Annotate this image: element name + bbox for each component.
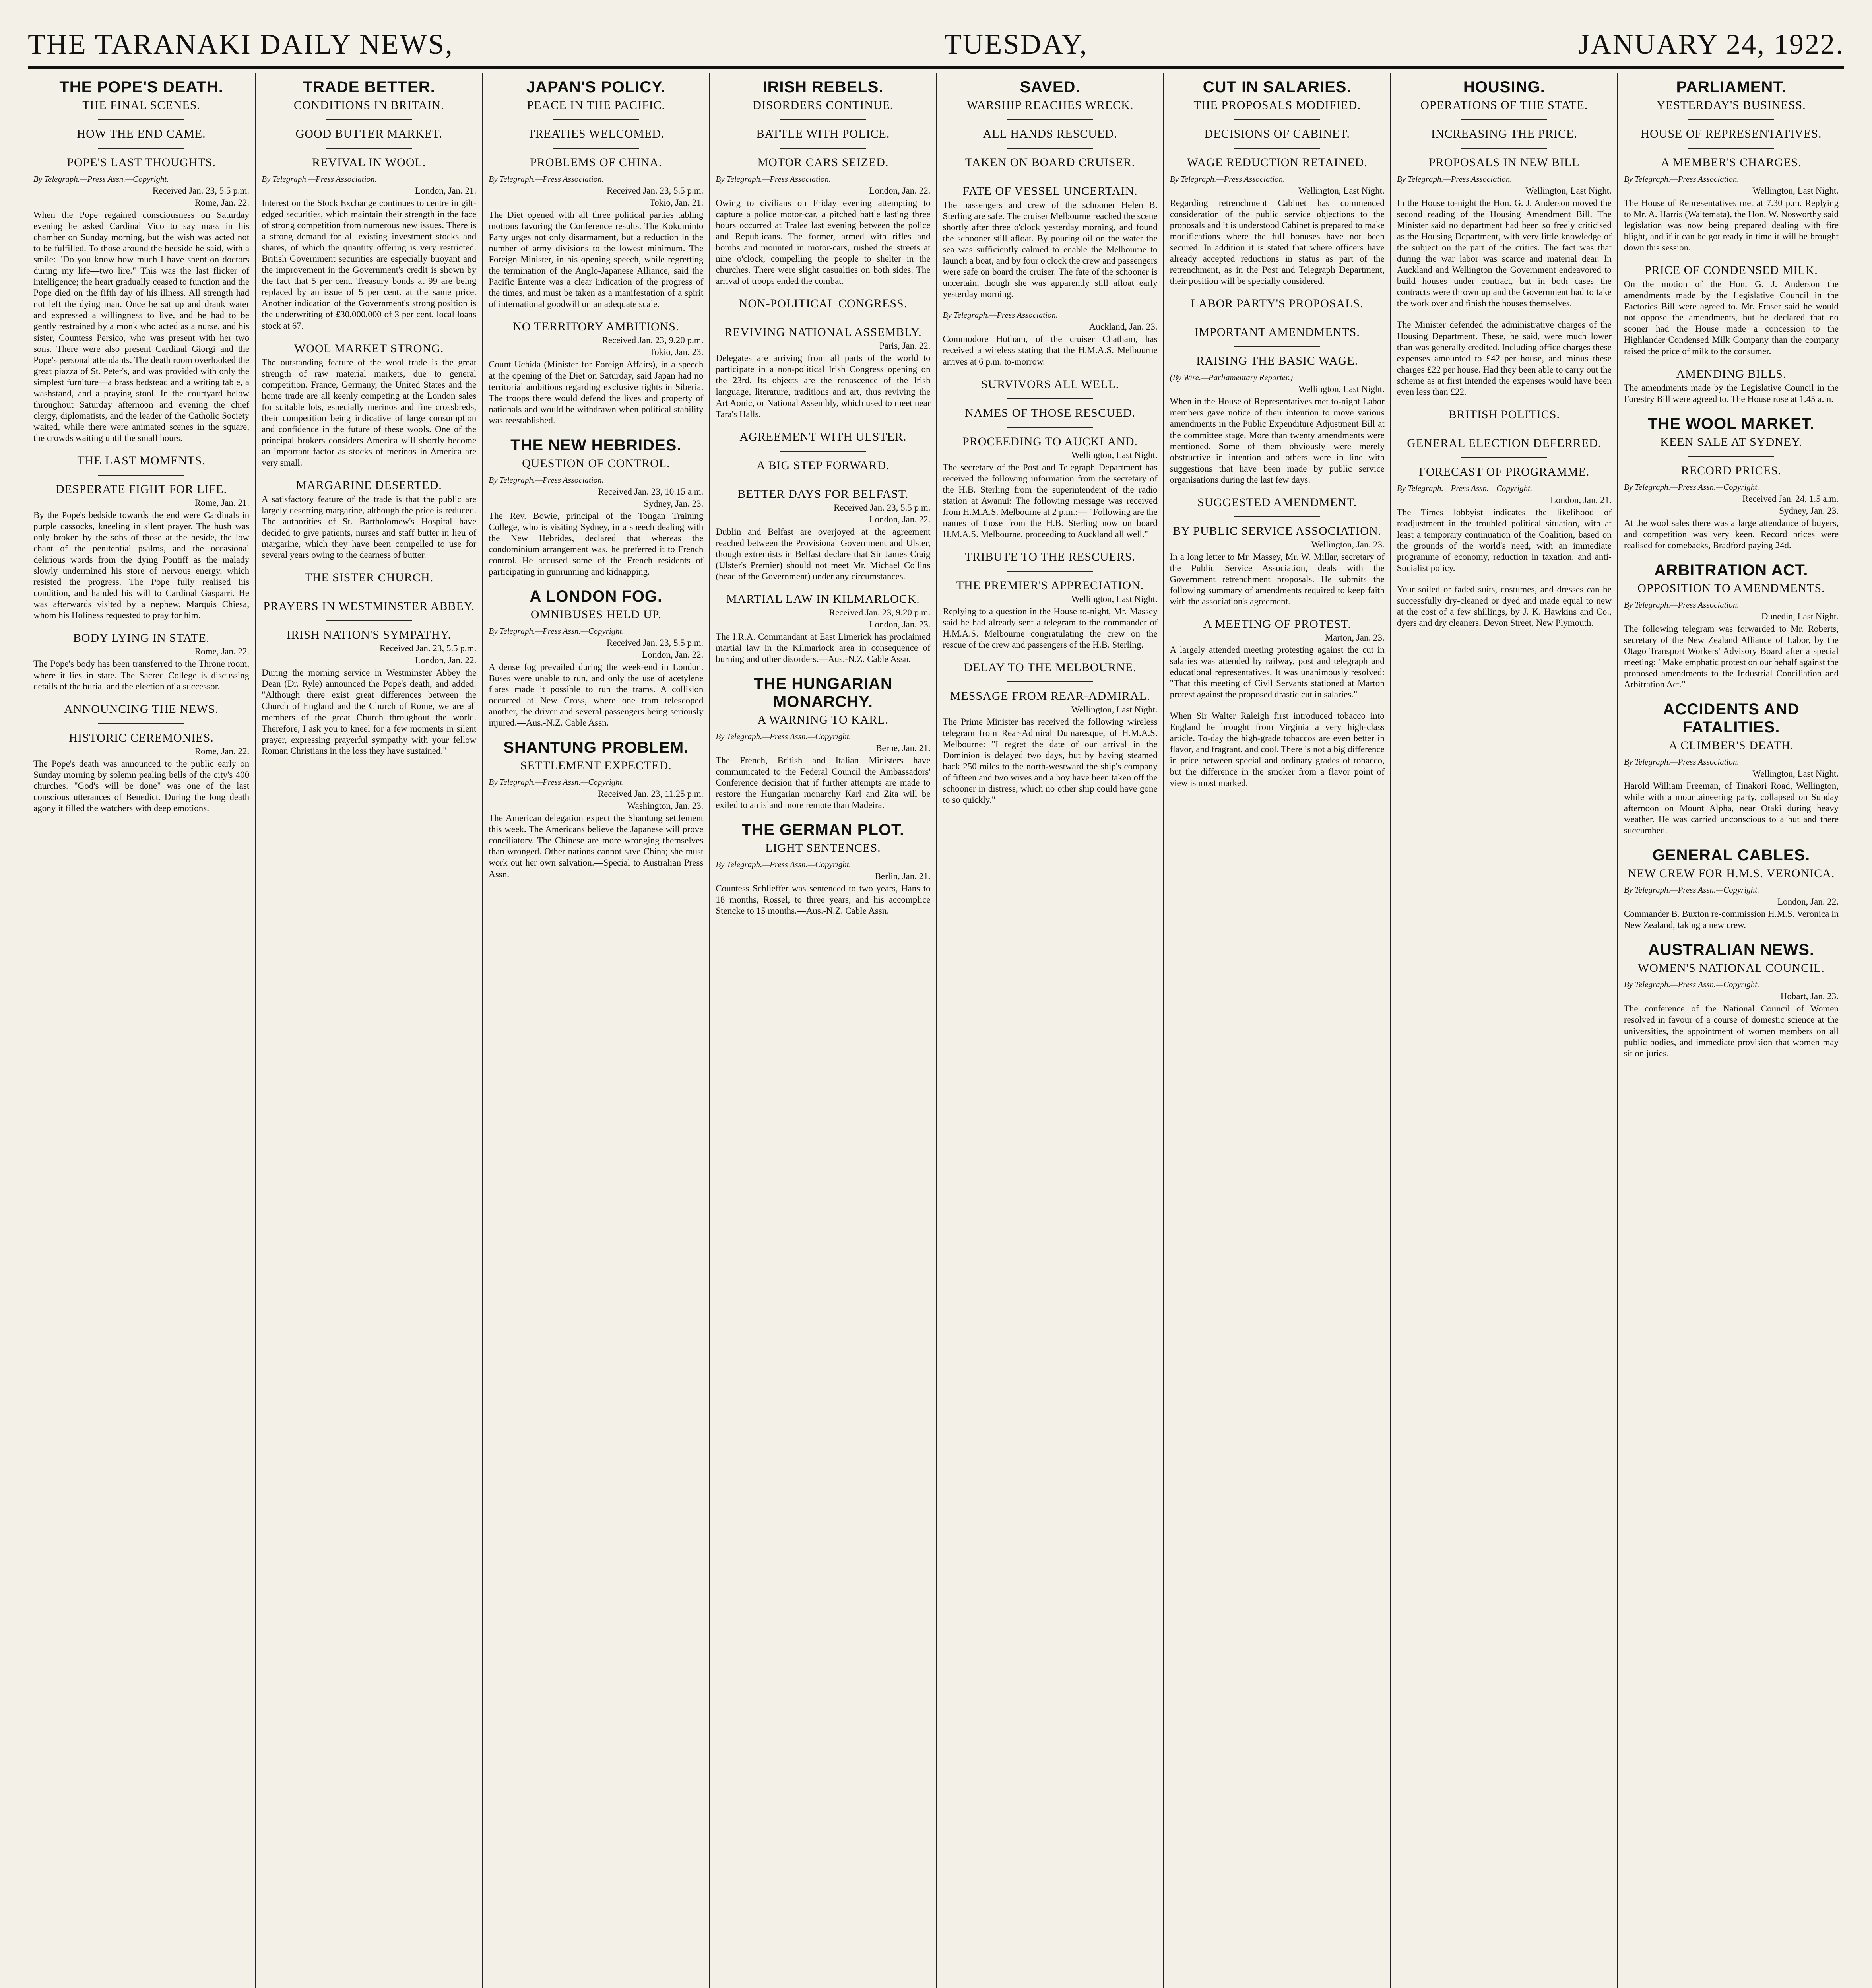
dateline: Wellington, Last Night. — [1071, 450, 1158, 460]
dateline: London, Jan. 22. — [1777, 897, 1839, 907]
article — [1624, 78, 1839, 253]
article-body: When the Pope regained consciousness on Saturday evening he asked Cardinal Vico to say mass in his chamber on Sunday morning, but the wish was acted not to be fulfilled. To those around the bedside he said, with a smile: "Do you know how much I have spent on doctors during my life—two lire." This was the last flicker of intelligence; the heart gradually ceased to function and the Pope died on the fifth day of his illness. All strength had not left the dying man. Once he sat up and drank water and expressed a willingness to live, and he had to be gently restrained by a monk who acted as a nurse, and his sister, Countess Persico, who was present with her two sons. There were also present Cardinal Giorgi and the Pope's personal attendants. The death room overlooked the great piazza of St. Peter's, and was provided with only the simplest furniture—a brass bedstead and a writing table, a washstand, and a praying stool. In the courtyard below throughout Saturday afternoon and evening the chief clergy, diplomatists, and the leader of the Catholic Society waited, while there were animated scenes in the square, the crowds waiting until the small hours. — [33, 210, 252, 443]
article-subheading: ANNOUNCING THE NEWS. — [64, 702, 219, 716]
article-headline: SHANTUNG PROBLEM. — [503, 739, 689, 757]
article — [1170, 78, 1385, 287]
dateline: Wellington, Jan. 23. — [1311, 539, 1385, 549]
article-headline: CUT IN SALARIES. — [1203, 78, 1352, 96]
article-subheading: HOW THE END CAME. — [77, 127, 206, 140]
article-subheading: NAMES OF THOSE RESCUED. — [964, 406, 1136, 419]
wire-credit: By Telegraph.—Press Assn.—Copyright. — [1624, 980, 1759, 990]
article-subheading: REVIVAL IN WOOL. — [312, 156, 426, 169]
divider-rule — [98, 119, 184, 120]
divider-rule — [98, 475, 184, 476]
article-body: Replying to a question in the House to-night, Mr. Massey said he had already sent a telegram to the commander of H.M.A.S. Melbourne congratulating the crew on the rescue of the crew and passengers of the H.B. Sterling. — [943, 606, 1160, 650]
dateline: Washington, Jan. 23. — [627, 801, 704, 811]
article — [1624, 701, 1839, 836]
article — [1170, 496, 1385, 607]
article — [489, 320, 706, 426]
article — [33, 631, 252, 692]
article-headline: A LONDON FOG. — [530, 587, 663, 605]
article — [33, 454, 252, 621]
dateline: Sydney, Jan. 23. — [1779, 505, 1839, 516]
divider-rule — [1007, 681, 1093, 682]
dateline: London, Jan. 22. — [869, 514, 931, 524]
divider-rule — [1007, 148, 1093, 149]
wire-credit: By Telegraph.—Press Association. — [1624, 174, 1739, 184]
article-subheading: THE PROPOSALS MODIFIED. — [1193, 99, 1361, 112]
column-5 — [936, 73, 1163, 1988]
article-subheading: BATTLE WITH POLICE. — [756, 127, 890, 140]
article-body: The following telegram was forwarded to Mr. Roberts, secretary of the New Zealand Alliance of Labor, by the Otago Transport Workers' Advisory Board after a special meeting: "Make emphatic protest on our behalf against the proposed amendments to the Industrial Conciliation and Arbitration Act." — [1624, 623, 1841, 690]
received-line: Received Jan. 23, 5.5 p.m. — [152, 186, 250, 196]
article-body: Regarding retrenchment Cabinet has commenced consideration of the public service objections to the proposals and it is understood Cabinet is prepared to make modifications where the full bonuses have not been secured. In addition it is stated that where officers have already accepted reductions in status as part of the retrenchment, as in the Post and Telegraph Department, their position will be specially considered. — [1170, 198, 1387, 286]
wire-credit: By Telegraph.—Press Association. — [716, 174, 831, 184]
article-body: The Times lobbyist indicates the likelihood of readjustment in the troubled political situation, with at least a temporary continuation of the Coalition, based on the grounds of the world's need, with an immediate programme of economy, reduction in taxation, and anti-Socialist policy. — [1397, 507, 1614, 573]
article-body: When in the House of Representatives met to-night Labor members gave notice of their intention to move various amendments in the Public Expenditure Adjustment Bill at the committee stage. More than twenty amendments were mentioned. Some of them obviously were merely obstructive in intention and others were in line with suggestions that have been made by public service organisations during the last few days. — [1170, 396, 1387, 485]
article-subheading: RECORD PRICES. — [1681, 464, 1782, 477]
article-subheading: SURVIVORS ALL WELL. — [981, 377, 1119, 391]
article — [943, 550, 1158, 650]
column-3 — [482, 73, 709, 1988]
wire-credit: By Telegraph.—Press Association. — [943, 310, 1058, 320]
article-body: Delegates are arriving from all parts of the world to participate in a non-political Irish Congress opening on the 23rd. Its objects are the renascence of the Irish language, literature, traditions and art, thus reviving the Art Aonic, or National Assembly, which used to meet near Tara's Halls. — [716, 353, 933, 419]
article-headline: ACCIDENTS AND FATALITIES. — [1663, 701, 1800, 736]
received-line: Received Jan. 23, 9.20 p.m. — [829, 607, 931, 617]
divider-rule — [98, 148, 184, 149]
article-body: The passengers and crew of the schooner Helen B. Sterling are safe. The cruiser Melbourne reached the scene shortly after three o'clock yesterday morning, and found the schooner still afloat. By pouring oil on the water the sea was sufficiently calmed to enable the Melbourne to launch a boat, and by four o'clock the crew and passengers were safe on board the cruiser. The fate of the schooner is uncertain, though she was apparently still afloat early yesterday morning. — [943, 200, 1160, 299]
article-subheading: HISTORIC CEREMONIES. — [69, 731, 214, 744]
article — [1170, 617, 1385, 700]
dateline: Wellington, Last Night. — [1298, 186, 1385, 196]
article-subheading: MARGARINE DESERTED. — [296, 479, 442, 492]
wire-credit: By Telegraph.—Press Assn.—Copyright. — [1624, 482, 1759, 492]
article-body: Your soiled or faded suits, costumes, and dresses can be successfully dry-cleaned or dyed and made equal to new at the cost of a few shillings, by J. K. Hawkins and Co., dyers and dry cleaners, Devon Street, New Plymouth. — [1397, 584, 1614, 628]
article-headline: THE GERMAN PLOT. — [741, 821, 905, 839]
column-4 — [709, 73, 936, 1988]
article-subheading: LABOR PARTY'S PROPOSALS. — [1191, 297, 1364, 311]
article-subheading: PRICE OF CONDENSED MILK. — [1645, 264, 1818, 277]
article-subheading: DECISIONS OF CABINET. — [1204, 127, 1350, 140]
article — [1397, 408, 1612, 574]
article-body: The Minister defended the administrative charges of the Housing Department. These, he said, were much lower than was generally credited. Including office charges these expenses amounted to £42 per house, and minus these charges £22 per house. Had they been able to carry out the scheme as at first intended the expenses would have been even less than £22. — [1397, 320, 1614, 397]
article — [943, 310, 1158, 367]
article-body: The secretary of the Post and Telegraph Department has received the following information from the secretary of the H.B. Sterling from the superintendent of the radio station at Awanui: The following message was received from H.M.A.S. Melbourne at 2 p.m.:— "Following are the names of those from the H.B. Sterling now on board H.M.A.S. Melbourne, proceeding to Auckland all well." — [943, 462, 1160, 539]
dateline: London, Jan. 22. — [415, 655, 477, 666]
article-body: The I.R.A. Commandant at East Limerick has proclaimed martial law in the Kilmarlock area in consequence of burning and other disorders.—Aus.-N.Z. Cable Assn. — [716, 631, 933, 664]
wire-credit: By Telegraph.—Press Association. — [489, 174, 604, 184]
article-subheading: IMPORTANT AMENDMENTS. — [1194, 326, 1360, 339]
article-subheading: PROCEEDING TO AUCKLAND. — [962, 435, 1138, 448]
article-subheading: FATE OF VESSEL UNCERTAIN. — [962, 184, 1138, 198]
dateline: Berne, Jan. 21. — [876, 743, 931, 753]
article — [1624, 264, 1839, 357]
article-subheading: AGREEMENT WITH ULSTER. — [739, 430, 907, 443]
article-body: By the Pope's bedside towards the end were Cardinals in purple cassocks, kneeling in silent prayer. The hush was only broken by the sobs of those at the beside, the low chant of the penitential psalms, and the occasional delirious words from the dying Pontiff as the malady slowly undermined his store of nervous energy, which resisted the progress. The Pope fully realised his condition, and handed his will to Cardinal Gasparri. He was afterwards visited by a nephew, Marquis Chiesa, whom his Holiness requested to pray for him. — [33, 510, 252, 621]
dateline: Wellington, Last Night. — [1752, 769, 1839, 779]
wire-credit: By Telegraph.—Press Assn.—Copyright. — [489, 777, 624, 787]
masthead-date: JANUARY 24, 1922. — [1578, 28, 1844, 60]
divider-rule — [1234, 346, 1320, 347]
article-body: During the morning service in Westminster Abbey the Dean (Dr. Ryle) announced the Pope's death, and added: "Although there exist great differences between the Church of England and the Church of Rome, we are all members of the great Church throughout the world. Therefore, I ask you to kneel for a few moments in silent prayer, expressing prayerful sympathy with your fellow Roman Christians in the loss they have sustained." — [262, 668, 479, 756]
article-body: The Diet opened with all three political parties tabling motions favoring the Conference results. The Kokuminto Party urges not only disarmament, but a reduction in the number of army divisions to the lowest minimum. The Foreign Minister, in his opening speech, while regretting the termination of the Anglo-Japanese Alliance, said the Pacific Entente was a clear indication of the progress of the times, and must be taken as a manifestation of a spirit of international goodwill on an adequate scale. — [489, 210, 706, 309]
wire-credit: By Telegraph.—Press Assn.—Copyright. — [716, 860, 851, 870]
article-subheading: A BIG STEP FORWARD. — [757, 458, 890, 472]
article-subheading: WOMEN'S NATIONAL COUNCIL. — [1637, 961, 1825, 975]
article-subheading: A MEMBER'S CHARGES. — [1661, 156, 1802, 169]
divider-rule — [780, 119, 866, 120]
received-line: Received Jan. 23, 9.20 p.m. — [602, 335, 704, 346]
article-headline: THE WOOL MARKET. — [1648, 415, 1815, 433]
article — [716, 821, 933, 916]
divider-rule — [1234, 148, 1320, 149]
article-headline: THE NEW HEBRIDES. — [510, 436, 682, 454]
article-subheading: PROBLEMS OF CHINA. — [530, 156, 662, 169]
article-subheading: A WARNING TO KARL. — [757, 713, 889, 727]
article-body: In the House to-night the Hon. G. J. Anderson moved the second reading of the Housing Amendment Bill. The Minister said no department had been so freely criticised as the Housing Department, with very little knowledge of the subject on the part of the critics. The fact was that during the war labor was scarce and material dear. In Auckland and Wellington the Government endeavored to build houses under contract, but in both cases the contracts were thrown up and the Government had to take the work over and finish the houses themselves. — [1397, 198, 1614, 309]
dateline: London, Jan. 23. — [869, 619, 931, 629]
article-subheading: TRIBUTE TO THE RESCUERS. — [965, 550, 1136, 563]
article — [1170, 297, 1385, 485]
article-subheading: CONDITIONS IN BRITAIN. — [293, 99, 444, 112]
article-subheading: INCREASING THE PRICE. — [1431, 127, 1577, 140]
article-subheading: BODY LYING IN STATE. — [73, 631, 210, 645]
article-headline: IRISH REBELS. — [762, 78, 884, 96]
article-body: On the motion of the Hon. G. J. Anderson the amendments made by the Legislative Council in the Factories Bill were agreed to. Mr. Fraser said he would not oppose the amendments, but he declared that no sooner had the House made a concession to the Highlander Condensed Milk Company than the company raised the price of milk to the consumer. — [1624, 279, 1841, 356]
article — [33, 702, 252, 814]
received-line: Received Jan. 23, 5.5 p.m. — [607, 637, 704, 648]
article-subheading: THE LAST MOMENTS. — [77, 454, 206, 467]
article-subheading: THE PREMIER'S APPRECIATION. — [956, 579, 1144, 592]
article-headline: JAPAN'S POLICY. — [526, 78, 666, 96]
article — [716, 592, 933, 665]
article — [489, 436, 706, 577]
article — [943, 378, 1158, 540]
article-subheading: MOTOR CARS SEIZED. — [757, 156, 889, 169]
dateline: Dunedin, Last Night. — [1761, 611, 1839, 621]
article — [1624, 941, 1839, 1059]
dateline: London, Jan. 21. — [415, 186, 477, 196]
article-subheading: MARTIAL LAW IN KILMARLOCK. — [726, 592, 920, 606]
article-headline: HOUSING. — [1463, 78, 1545, 96]
wire-credit: By Telegraph.—Press Association. — [1397, 174, 1512, 184]
dateline: London, Jan. 22. — [642, 649, 704, 660]
divider-rule — [780, 451, 866, 452]
article-body: The House of Representatives met at 7.30 p.m. Replying to Mr. A. Harris (Waitemata), the Hon. W. Nosworthy said legislation was now being prepared dealing with fire blight, and if it can be got ready in time it will be brought down this session. — [1624, 198, 1841, 253]
article-subheading: DELAY TO THE MELBOURNE. — [964, 661, 1137, 674]
article — [943, 78, 1158, 300]
article — [1624, 415, 1839, 551]
article-body: The Pope's body has been transferred to the Throne room, where it lies in state. The Sacred College is discussing details of the burial and the election of a successor. — [33, 659, 252, 691]
column-7 — [1390, 73, 1617, 1988]
article — [489, 739, 706, 879]
wire-credit: By Telegraph.—Press Association. — [1170, 174, 1285, 184]
article-subheading: OPERATIONS OF THE STATE. — [1420, 99, 1588, 112]
article-body: The American delegation expect the Shantung settlement this week. The Americans believe the Japanese will prove conciliatory. The Chinese are more wronging themselves than wronged. Other nations cannot save China; she must work out her own salvation.—Special to Australian Press Assn. — [489, 813, 706, 879]
wire-credit: By Telegraph.—Press Assn.—Copyright. — [1624, 885, 1759, 895]
article-subheading: POPE'S LAST THOUGHTS. — [67, 156, 216, 169]
received-line: Received Jan. 23, 11.25 p.m. — [597, 789, 704, 799]
article-subheading: SETTLEMENT EXPECTED. — [520, 759, 672, 773]
article-body: Commodore Hotham, of the cruiser Chatham, has received a wireless stating that the H.M.A.S. Melbourne arrives at 6 p.m. to-morrow. — [943, 334, 1160, 367]
article-body: The French, British and Italian Ministers have communicated to the Federal Council the Ambassadors' Conference decision that if further attempts are made to restore the Hungarian monarchy Karl and Zita will be exiled to an island more remote than Madeira. — [716, 755, 933, 810]
article-body: Owing to civilians on Friday evening attempting to capture a police motor-car, a pitched battle lasting three hours occurred at Tralee last evening between the police and Republicans. The former, armed with rifles and bombs and mounted in motor-cars, rushed the streets at nine o'clock, compelling the people to shelter in the churches. There were slight casualties on both sides. The arrival of troops ended the combat. — [716, 198, 933, 286]
article — [1397, 584, 1612, 629]
article-subheading: NON-POLITICAL CONGRESS. — [739, 297, 908, 311]
article-subheading: GOOD BUTTER MARKET. — [295, 127, 442, 140]
article-body: Commander B. Buxton re-commission H.M.S. Veronica in New Zealand, taking a new crew. — [1624, 909, 1841, 930]
article-body: The Prime Minister has received the following wireless telegram from Rear-Admiral Dumaresque, of H.M.A.S. Melbourne: "I regret the date of our arrival in the Dominion is delayed two days, but by having steamed back 250 miles to the north-westward the ship's company of fifteen and two wives and a boy have been taken off the schooner in distress, which no other ship could have gone to so quickly." — [943, 717, 1160, 805]
article-body: A largely attended meeting protesting against the cut in salaries was attended by railway, post and telegraph and educational representatives. It was unanimously resolved: "That this meeting of Civil Servants stationed at Marton protest against the proposed drastic cut in salaries." — [1170, 645, 1387, 700]
wire-credit: By Telegraph.—Press Assn.—Copyright. — [33, 174, 169, 184]
divider-rule — [1461, 119, 1547, 120]
divider-rule — [1461, 148, 1547, 149]
article-subheading: WARSHIP REACHES WRECK. — [966, 99, 1134, 112]
article-subheading: PEACE IN THE PACIFIC. — [527, 99, 665, 112]
article-subheading: TAKEN ON BOARD CRUISER. — [965, 156, 1135, 169]
masthead-day: TUESDAY, — [944, 28, 1088, 60]
article-subheading: A CLIMBER'S DEATH. — [1668, 739, 1794, 752]
article-subheading: PROPOSALS IN NEW BILL — [1428, 156, 1580, 169]
article-subheading: MESSAGE FROM REAR-ADMIRAL. — [950, 689, 1150, 703]
article-subheading: A MEETING OF PROTEST. — [1203, 617, 1351, 631]
article — [1170, 711, 1385, 788]
divider-rule — [1007, 398, 1093, 399]
article-subheading: WAGE REDUCTION RETAINED. — [1187, 156, 1368, 169]
masthead — [28, 28, 1844, 69]
article-subheading: QUESTION OF CONTROL. — [522, 456, 670, 470]
article — [943, 661, 1158, 806]
article-body: The conference of the National Council of Women resolved in favour of a course of domestic science at the universities, the appointment of women members on all public bodies, and immediate provision that women may sit on juries. — [1624, 1004, 1841, 1058]
dateline: Tokio, Jan. 23. — [649, 347, 704, 357]
received-line: Received Jan. 24, 1.5 a.m. — [1742, 493, 1839, 504]
divider-rule — [553, 119, 639, 120]
article-headline: TRADE BETTER. — [303, 78, 435, 96]
wire-credit: By Telegraph.—Press Assn.—Copyright. — [1397, 483, 1533, 493]
divider-rule — [780, 148, 866, 149]
article-body: A dense fog prevailed during the week-end in London. Buses were unable to run, and only the use of acetylene flares made it possible to run the trams. A collision occurred at New Cross, where one tram telescoped another, the driver and several passengers being seriously injured.—Aus.-N.Z. Cable Assn. — [489, 662, 706, 728]
article-subheading: BRITISH POLITICS. — [1448, 408, 1560, 421]
divider-rule — [1688, 148, 1774, 149]
article — [716, 297, 933, 419]
dateline: Wellington, Last Night. — [1071, 594, 1158, 604]
divider-rule — [1461, 457, 1547, 458]
dateline: Rome, Jan. 21. — [194, 497, 250, 508]
received-line: Received Jan. 23, 5.5 p.m. — [607, 186, 704, 196]
dateline: Tokio, Jan. 21. — [649, 198, 704, 208]
column-6 — [1163, 73, 1390, 1988]
divider-rule — [1688, 456, 1774, 457]
article-subheading: AMENDING BILLS. — [1676, 367, 1787, 381]
article — [262, 342, 479, 468]
dateline: Rome, Jan. 22. — [194, 746, 250, 756]
divider-rule — [326, 148, 412, 149]
dateline: Wellington, Last Night. — [1752, 186, 1839, 196]
dateline: Hobart, Jan. 23. — [1780, 991, 1839, 1002]
article-subheading: DESPERATE FIGHT FOR LIFE. — [55, 482, 227, 496]
article-subheading: HOUSE OF REPRESENTATIVES. — [1641, 127, 1822, 140]
article-subheading: IRISH NATION'S SYMPATHY. — [287, 628, 452, 642]
divider-rule — [1007, 119, 1093, 120]
article-subheading: BY PUBLIC SERVICE ASSOCIATION. — [1173, 524, 1382, 538]
divider-rule — [1688, 119, 1774, 120]
article — [489, 78, 706, 310]
article — [1624, 561, 1839, 690]
article-subheading: SUGGESTED AMENDMENT. — [1197, 495, 1357, 509]
wire-credit: By Telegraph.—Press Association. — [489, 475, 604, 485]
article — [1624, 846, 1839, 931]
column-8 — [1617, 73, 1844, 1988]
article-subheading: REVIVING NATIONAL ASSEMBLY. — [724, 326, 922, 339]
article-headline: AUSTRALIAN NEWS. — [1648, 941, 1815, 959]
article-body: The outstanding feature of the wool trade is the great strength of raw material markets, due to general competition. France, Germany, the United States and the home trade are all keenly competing at the London sales for suitable lots, especially merinos and fine crossbreds, their competition being indicative of large consumption and confidence in the future of these wools. One of the principal brokers considers America will shortly become an important factor as stocks of merinos in America are very small. — [262, 357, 479, 468]
article-subheading: FORECAST OF PROGRAMME. — [1419, 465, 1590, 478]
article-body: In a long letter to Mr. Massey, Mr. W. Millar, secretary of the Public Service Association, deals with the Government retrenchment proposals. He submits the following summary of amendments required to keep faith with the association's agreement. — [1170, 551, 1387, 606]
dateline: Auckland, Jan. 23. — [1089, 322, 1158, 332]
article-subheading: OMNIBUSES HELD UP. — [530, 608, 662, 621]
article-subheading: OPPOSITION TO AMENDMENTS. — [1637, 581, 1825, 595]
article-body: Interest on the Stock Exchange continues to centre in gilt-edged securities, which maintain their strength in the face of strong competition from numerous new issues. There is a strong demand for all existing investment stocks and shares, of which the quantity offering is very restricted. British Government securities are especially buoyant and the improvement in the Government's credit is shown by the fact that 5 per cent. Treasury bonds at 99 are being replaced by an issue of 5 per cent. at the same price. Another indication of the Government's strong position is the underwriting of £30,000,000 of 3 per cent. local loans stock at 67. — [262, 198, 479, 331]
article — [262, 78, 479, 332]
article-body: Countess Schlieffer was sentenced to two years, Hans to 18 months, Rossel, to three years, and his accomplice Stencke to 15 months.—Aus.-N.Z. Cable Assn. — [716, 883, 933, 916]
wire-credit: By Telegraph.—Press Association. — [1624, 600, 1739, 610]
divider-rule — [98, 723, 184, 724]
article-headline: PARLIAMENT. — [1676, 78, 1787, 96]
divider-rule — [326, 119, 412, 120]
article — [1624, 367, 1839, 405]
article — [1397, 319, 1612, 397]
article-headline: ARBITRATION ACT. — [1654, 561, 1808, 579]
divider-rule — [1234, 119, 1320, 120]
columns — [28, 73, 1844, 1988]
dateline: London, Jan. 21. — [1550, 495, 1612, 505]
dateline: Wellington, Last Night. — [1298, 384, 1385, 394]
wire-credit: By Telegraph.—Press Assn.—Copyright. — [716, 732, 851, 742]
article-body: The amendments made by the Legislative Council in the Forestry Bill were agreed to. The House rose at 1.45 a.m. — [1624, 382, 1841, 404]
received-line: Received Jan. 23, 10.15 a.m. — [598, 486, 704, 497]
article-subheading: LIGHT SENTENCES. — [765, 841, 881, 855]
article — [716, 675, 933, 811]
article — [1397, 78, 1612, 309]
article-subheading: RAISING THE BASIC WAGE. — [1196, 354, 1358, 368]
article — [262, 479, 479, 561]
article-subheading: PRAYERS IN WESTMINSTER ABBEY. — [263, 600, 475, 613]
article-headline: THE POPE'S DEATH. — [59, 78, 223, 96]
column-2 — [255, 73, 482, 1988]
received-line: Received Jan. 23, 5.5 p.m. — [379, 643, 477, 654]
article — [716, 430, 933, 582]
article — [716, 78, 933, 287]
wire-credit: (By Wire.—Parliamentary Reporter.) — [1170, 373, 1293, 382]
received-line: Received Jan. 23, 5.5 p.m. — [834, 502, 931, 513]
article-subheading: NO TERRITORY AMBITIONS. — [513, 320, 679, 334]
article-body: The Rev. Bowie, principal of the Tongan Training College, who is visiting Sydney, in a speech dealing with the New Hebrides, declared that whereas the condominium arrangement was, he preferred it to French control. He accused some of the French residents of participating in gunrunning and kidnapping. — [489, 511, 706, 577]
wire-credit: By Telegraph.—Press Association. — [262, 174, 377, 184]
divider-rule — [1007, 427, 1093, 428]
article-body: The Pope's death was announced to the public early on Sunday morning by solemn pealing bells of the city's 400 churches. "God's will be done" was one of the last conscious utterances of Benedict. During the long death agony it filled the watchers with deep emotions. — [33, 758, 252, 813]
article-body: Harold William Freeman, of Tinakori Road, Wellington, while with a mountaineering party, collapsed on Sunday afternoon on Mount Alpha, near Otaki during heavy weather. He was carried unconscious to a hut and there succumbed. — [1624, 781, 1841, 836]
dateline: Rome, Jan. 22. — [194, 646, 250, 657]
wire-credit: By Telegraph.—Press Assn.—Copyright. — [489, 626, 624, 636]
article — [489, 587, 706, 728]
article-subheading: YESTERDAY'S BUSINESS. — [1657, 99, 1806, 112]
dateline: Paris, Jan. 22. — [879, 341, 931, 351]
article-subheading: THE SISTER CHURCH. — [305, 571, 434, 584]
divider-rule — [553, 148, 639, 149]
article — [262, 571, 479, 756]
article-body: Dublin and Belfast are overjoyed at the agreement reached between the Provisional Government and Ulster, though extremists in Belfast declare that Sir James Craig (Ulster's Premier) should not meet Mr. Michael Collins (head of the Government) under any circumstances. — [716, 526, 933, 581]
dateline: Sydney, Jan. 23. — [644, 498, 704, 509]
dateline: Marton, Jan. 23. — [1325, 632, 1385, 643]
article-subheading: BETTER DAYS FOR BELFAST. — [737, 487, 909, 501]
article-body: Count Uchida (Minister for Foreign Affairs), in a speech at the opening of the Diet on Saturday, said Japan had no territorial ambitions regarding exclusive rights in Siberia. The troops there would defend the lives and property of nationals and would be withdrawn when political stability was reestablished. — [489, 359, 706, 425]
divider-rule — [1007, 571, 1093, 572]
article-headline: THE HUNGARIAN MONARCHY. — [754, 675, 892, 711]
article-subheading: TREATIES WELCOMED. — [528, 127, 665, 140]
article — [33, 78, 252, 444]
divider-rule — [1234, 516, 1320, 517]
article-headline: SAVED. — [1020, 78, 1081, 96]
dateline: Wellington, Last Night. — [1525, 186, 1612, 196]
article-body: A satisfactory feature of the trade is that the public are largely deserting margarine, although the price is reduced. The authorities of St. Bartholomew's Hospital have decided to give patients, nurses and staff butter in lieu of margarine, which they have been compelled to use for several years owing to the dearness of butter. — [262, 494, 479, 560]
article-subheading: NEW CREW FOR H.M.S. VERONICA. — [1628, 867, 1835, 880]
article-body: At the wool sales there was a large attendance of buyers, and competition was very keen. Record prices were realised for comebacks, Bradford paying 24d. — [1624, 518, 1841, 550]
article-subheading: ALL HANDS RESCUED. — [983, 127, 1117, 140]
article-subheading: DISORDERS CONTINUE. — [753, 99, 894, 112]
dateline: Rome, Jan. 22. — [194, 198, 250, 208]
article-body: When Sir Walter Raleigh first introduced tobacco into England he brought from Virginia a very high-class article. To-day the high-grade tobaccos are even better in flavor, and fragrant, and cool. There is not a big difference in price between special and ordinary grades of tobacco, but the difference in the smoker from a flavor point of view is most marked. — [1170, 711, 1387, 788]
article-subheading: WOOL MARKET STRONG. — [294, 342, 444, 355]
article-subheading: GENERAL ELECTION DEFERRED. — [1407, 436, 1602, 450]
article-subheading: KEEN SALE AT SYDNEY. — [1660, 435, 1802, 448]
article-subheading: THE FINAL SCENES. — [82, 99, 200, 112]
dateline: Wellington, Last Night. — [1071, 705, 1158, 715]
masthead-title: THE TARANAKI DAILY NEWS, — [28, 28, 454, 60]
article-headline: GENERAL CABLES. — [1652, 846, 1810, 864]
divider-rule — [326, 620, 412, 621]
dateline: Berlin, Jan. 21. — [875, 871, 931, 881]
dateline: London, Jan. 22. — [869, 186, 931, 196]
column-1 — [28, 73, 255, 1988]
wire-credit: By Telegraph.—Press Association. — [1624, 757, 1739, 767]
